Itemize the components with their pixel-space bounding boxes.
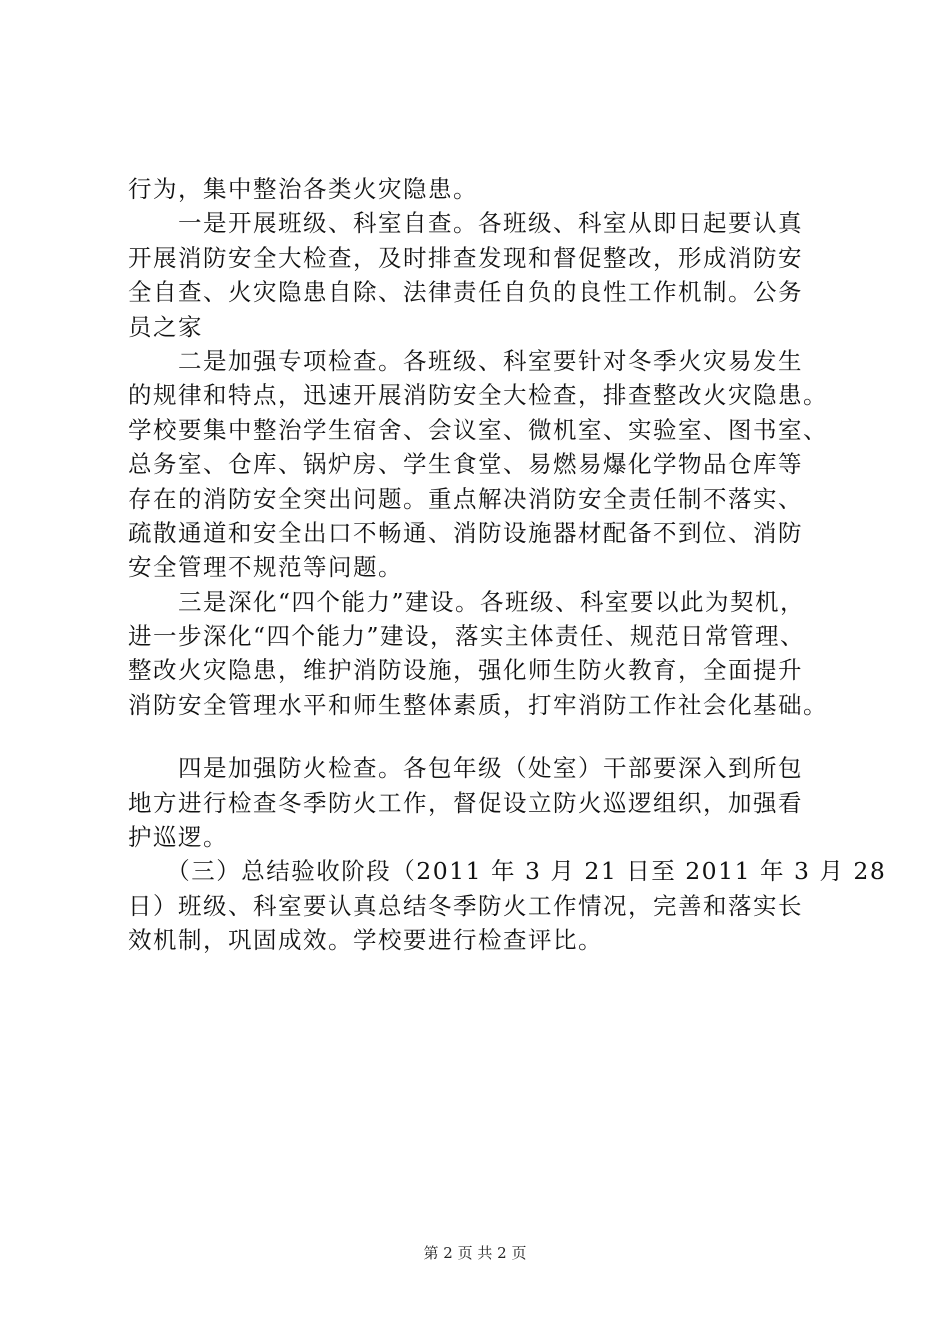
page-number-footer: 第 2 页 共 2 页 [423,1244,527,1262]
paragraph-line: 一是开展班级、科室自查。各班级、科室从即日起要认真 [128,209,803,238]
paragraph-line: 效机制，巩固成效。学校要进行检查评比。 [128,926,603,955]
paragraph-line: 开展消防安全大检查，及时排查发现和督促整改，形成消防安 [128,243,803,272]
paragraph-spacer [128,722,848,751]
paragraph-line: 地方进行检查冬季防火工作，督促设立防火巡逻组织，加强看 [128,788,803,817]
paragraph-line: 行为，集中整治各类火灾隐患。 [128,175,478,203]
paragraph-line: 三是深化“四个能力”建设。各班级、科室要以此为契机， [128,587,806,616]
paragraph-line: 消防安全管理水平和师生整体素质，打牢消防工作社会化基础。 [128,690,828,719]
paragraph-line: 学校要集中整治学生宿舍、会议室、微机室、实验室、图书室、 [128,415,828,444]
paragraph-line: 的规律和特点，迅速开展消防安全大检查，排查整改火灾隐患。 [128,381,828,410]
paragraph-line: 护巡逻。 [128,823,228,852]
paragraph-line: 二是加强专项检查。各班级、科室要针对冬季火灾易发生 [128,346,803,375]
paragraph-line: （三）总结验收阶段（2011 年 3 月 21 日至 2011 年 3 月 28 [128,857,887,886]
paragraph-line: 四是加强防火检查。各包年级（处室）干部要深入到所包 [128,754,803,783]
paragraph-line: 存在的消防安全突出问题。重点解决消防安全责任制不落实、 [128,484,803,513]
paragraph-line: 整改火灾隐患，维护消防设施，强化师生防火教育，全面提升 [128,656,803,685]
paragraph-line: 安全管理不规范等问题。 [128,553,403,582]
paragraph-line: 全自查、火灾隐患自除、法律责任自负的良性工作机制。公务 [128,278,803,307]
paragraph-line: 进一步深化“四个能力”建设，落实主体责任、规范日常管理、 [128,622,806,651]
document-body [128,172,887,958]
paragraph-line: 日）班级、科室要认真总结冬季防火工作情况，完善和落实长 [128,891,803,920]
paragraph-line: 总务室、仓库、锅炉房、学生食堂、易燃易爆化学物品仓库等 [128,450,803,479]
paragraph-line: 疏散通道和安全出口不畅通、消防设施器材配备不到位、消防 [128,518,803,547]
paragraph-line: 员之家 [128,312,203,341]
